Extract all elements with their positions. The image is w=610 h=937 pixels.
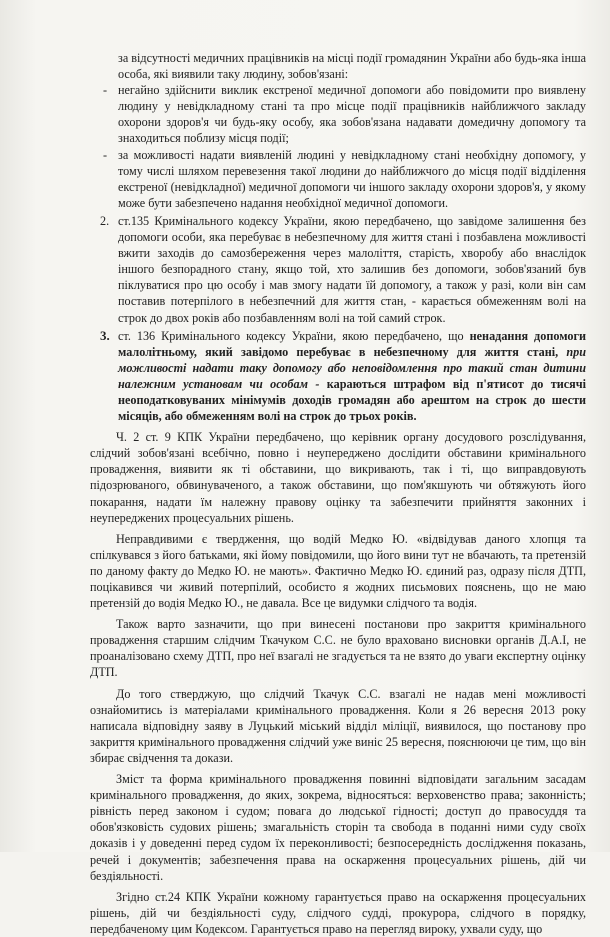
body-paragraph: Згідно ст.24 КПК України кожному гарантується право на оскарження процесуальних рішень, дій чи бездіяльності суду, слідчого судді, прокурора, слідчого в порядку, передбаченому цим Кодексом. Гарантується право на перегляд вироку, ухвали суду, що <box>90 889 586 936</box>
item-number: 2. <box>100 213 110 228</box>
bullet-item <box>0 82 610 146</box>
body-paragraph: Неправдивими є твердження, що водій Медко Ю. «відвідував даного хлопця та спілкувався з його батьками, які йому повідомили, що його вини тут не вбачають, та претензій по даному факту до Медко Ю. не мають». Фактично Медко Ю. єдиний раз, одразу після ДТП, поцікавився чи живий потерпілий, особисто я жодних письмових пояснень, що не маю претензій до водія Медко Ю., не давала. Все це видумки слідчого та водія. <box>90 531 586 611</box>
item-text-bold: ненадання допомоги малолітньому, який завідомо перебуває в небезпечному для життя стані, <box>118 328 586 359</box>
bullet-text: за можливості надати виявленій людині у невідкладному стані необхідну допомогу, у тому числі шляхом перевезення такої людини до найближчого до місця події відділення екстреної (невідкладної) медичної допомоги чи іншого закладу охорони здоров'я, у якому може бути забезпечено надання необхідної медичної допомоги. <box>118 147 586 210</box>
intro-paragraph: за відсутності медичних працівників на місці події громадянин України або будь-яка інша особа, які виявили таку людину, зобов'язані: <box>118 51 586 82</box>
numbered-item-3 <box>0 328 610 425</box>
body-paragraph: Зміст та форма кримінального провадження повинні відповідати загальним засадам кримінального провадження, до яких, зокрема, відносяться: верховенство права; законність; рівність перед законом і судом; повага до людської гідності; доступ до правосуддя та обов'язковість судових рішень; змагальність сторін та свобода в поданні ними суду своїх доказів і у доведенні перед судом їх переконливості; безпосередність дослідження показань, речей і документів; забезпечення права на оскарження процесуальних рішень, дій чи бездіяльності. <box>90 772 586 883</box>
bullet-item <box>0 147 610 211</box>
numbered-item-2 <box>0 213 610 326</box>
bullet-text: негайно здійснити виклик екстреної медичної допомоги або повідомити про виявлену людину у невідкладному стані та про місце події працівників найближчого закладу охорони здоров'я чи будь-яку особу, яка зобов'язана надавати домедичну допомогу та знаходиться поблизу місця події; <box>118 83 586 146</box>
item-text: ст.135 Кримінального кодексу України, якою передбачено, що завідоме залишення без допомоги особи, яка перебуває в небезпечному для життя стані і позбавлена можливості вжити заходів до самозбереження через малоліття, старість, хворобу або внаслідок іншого безпорадного стану, якщо той, хто залишив без допомоги, зобов'язаний був піклуватися про цю особу і мав змогу надати їй допомогу, а також у разі, коли він сам поставив потерпілого в небезпечний для життя стан, - карається обмеженням волі на строк до двох років або позбавленням волі на той самий строк. <box>118 213 586 325</box>
item-text-bold: караються штрафом від п'ятисот до тисячі неоподатковуваних мінімумів доходів громадян або арештом на строк до шести місяців, або обмеженням волі на строк до трьох років. <box>118 376 587 424</box>
item-text-bold-italic: при можливості надати таку допомогу або неповідомлення про такий стан дитини належним установам чи особам - <box>118 344 586 391</box>
item-text-plain: ст. 136 Кримінального кодексу України, якою передбачено, що <box>118 328 470 343</box>
body-paragraph: Ч. 2 ст. 9 КПК України передбачено, що керівник органу досудового розслідування, слідчий зобов'язані всебічно, повно і неупереджено дослідити обставини кримінального провадження, виявити як ті обставини, що викривають, так і ті, що виправдовують підозрюваного, обвинуваченого, а також обставини, що пом'якшують чи обтяжують його покарання, надати їм належну правову оцінку та забезпечити прийняття законних і неупереджених процесуальних рішень. <box>90 430 586 525</box>
document-body <box>0 50 610 937</box>
bullet-marker: - <box>103 83 108 98</box>
body-paragraph: Також варто зазначити, що при винесені постанови про закриття кримінального провадження старшим слідчим Ткачуком С.С. не було враховано висновки органів Д.А.І, не проаналізовано схему ДТП, про неї взагалі не згадується та не взято до уваги експертну оцінку ДТП. <box>90 617 586 680</box>
body-paragraph: До того стверджую, що слідчий Ткачук С.С. взагалі не надав мені можливості ознайомитись із матеріалами кримінального провадження. Коли я 26 вересня 2013 року написала відповідну заяву в Луцький міський відділ міліції, виявилося, що постанову про закриття кримінального провадження слідчий уже виніс 25 вересня, пояснюючи це тим, що він збирає свідчення та докази. <box>90 686 586 765</box>
item-text <box>118 328 586 425</box>
item-number: 3. <box>100 327 110 343</box>
bullet-marker: - <box>103 147 108 162</box>
